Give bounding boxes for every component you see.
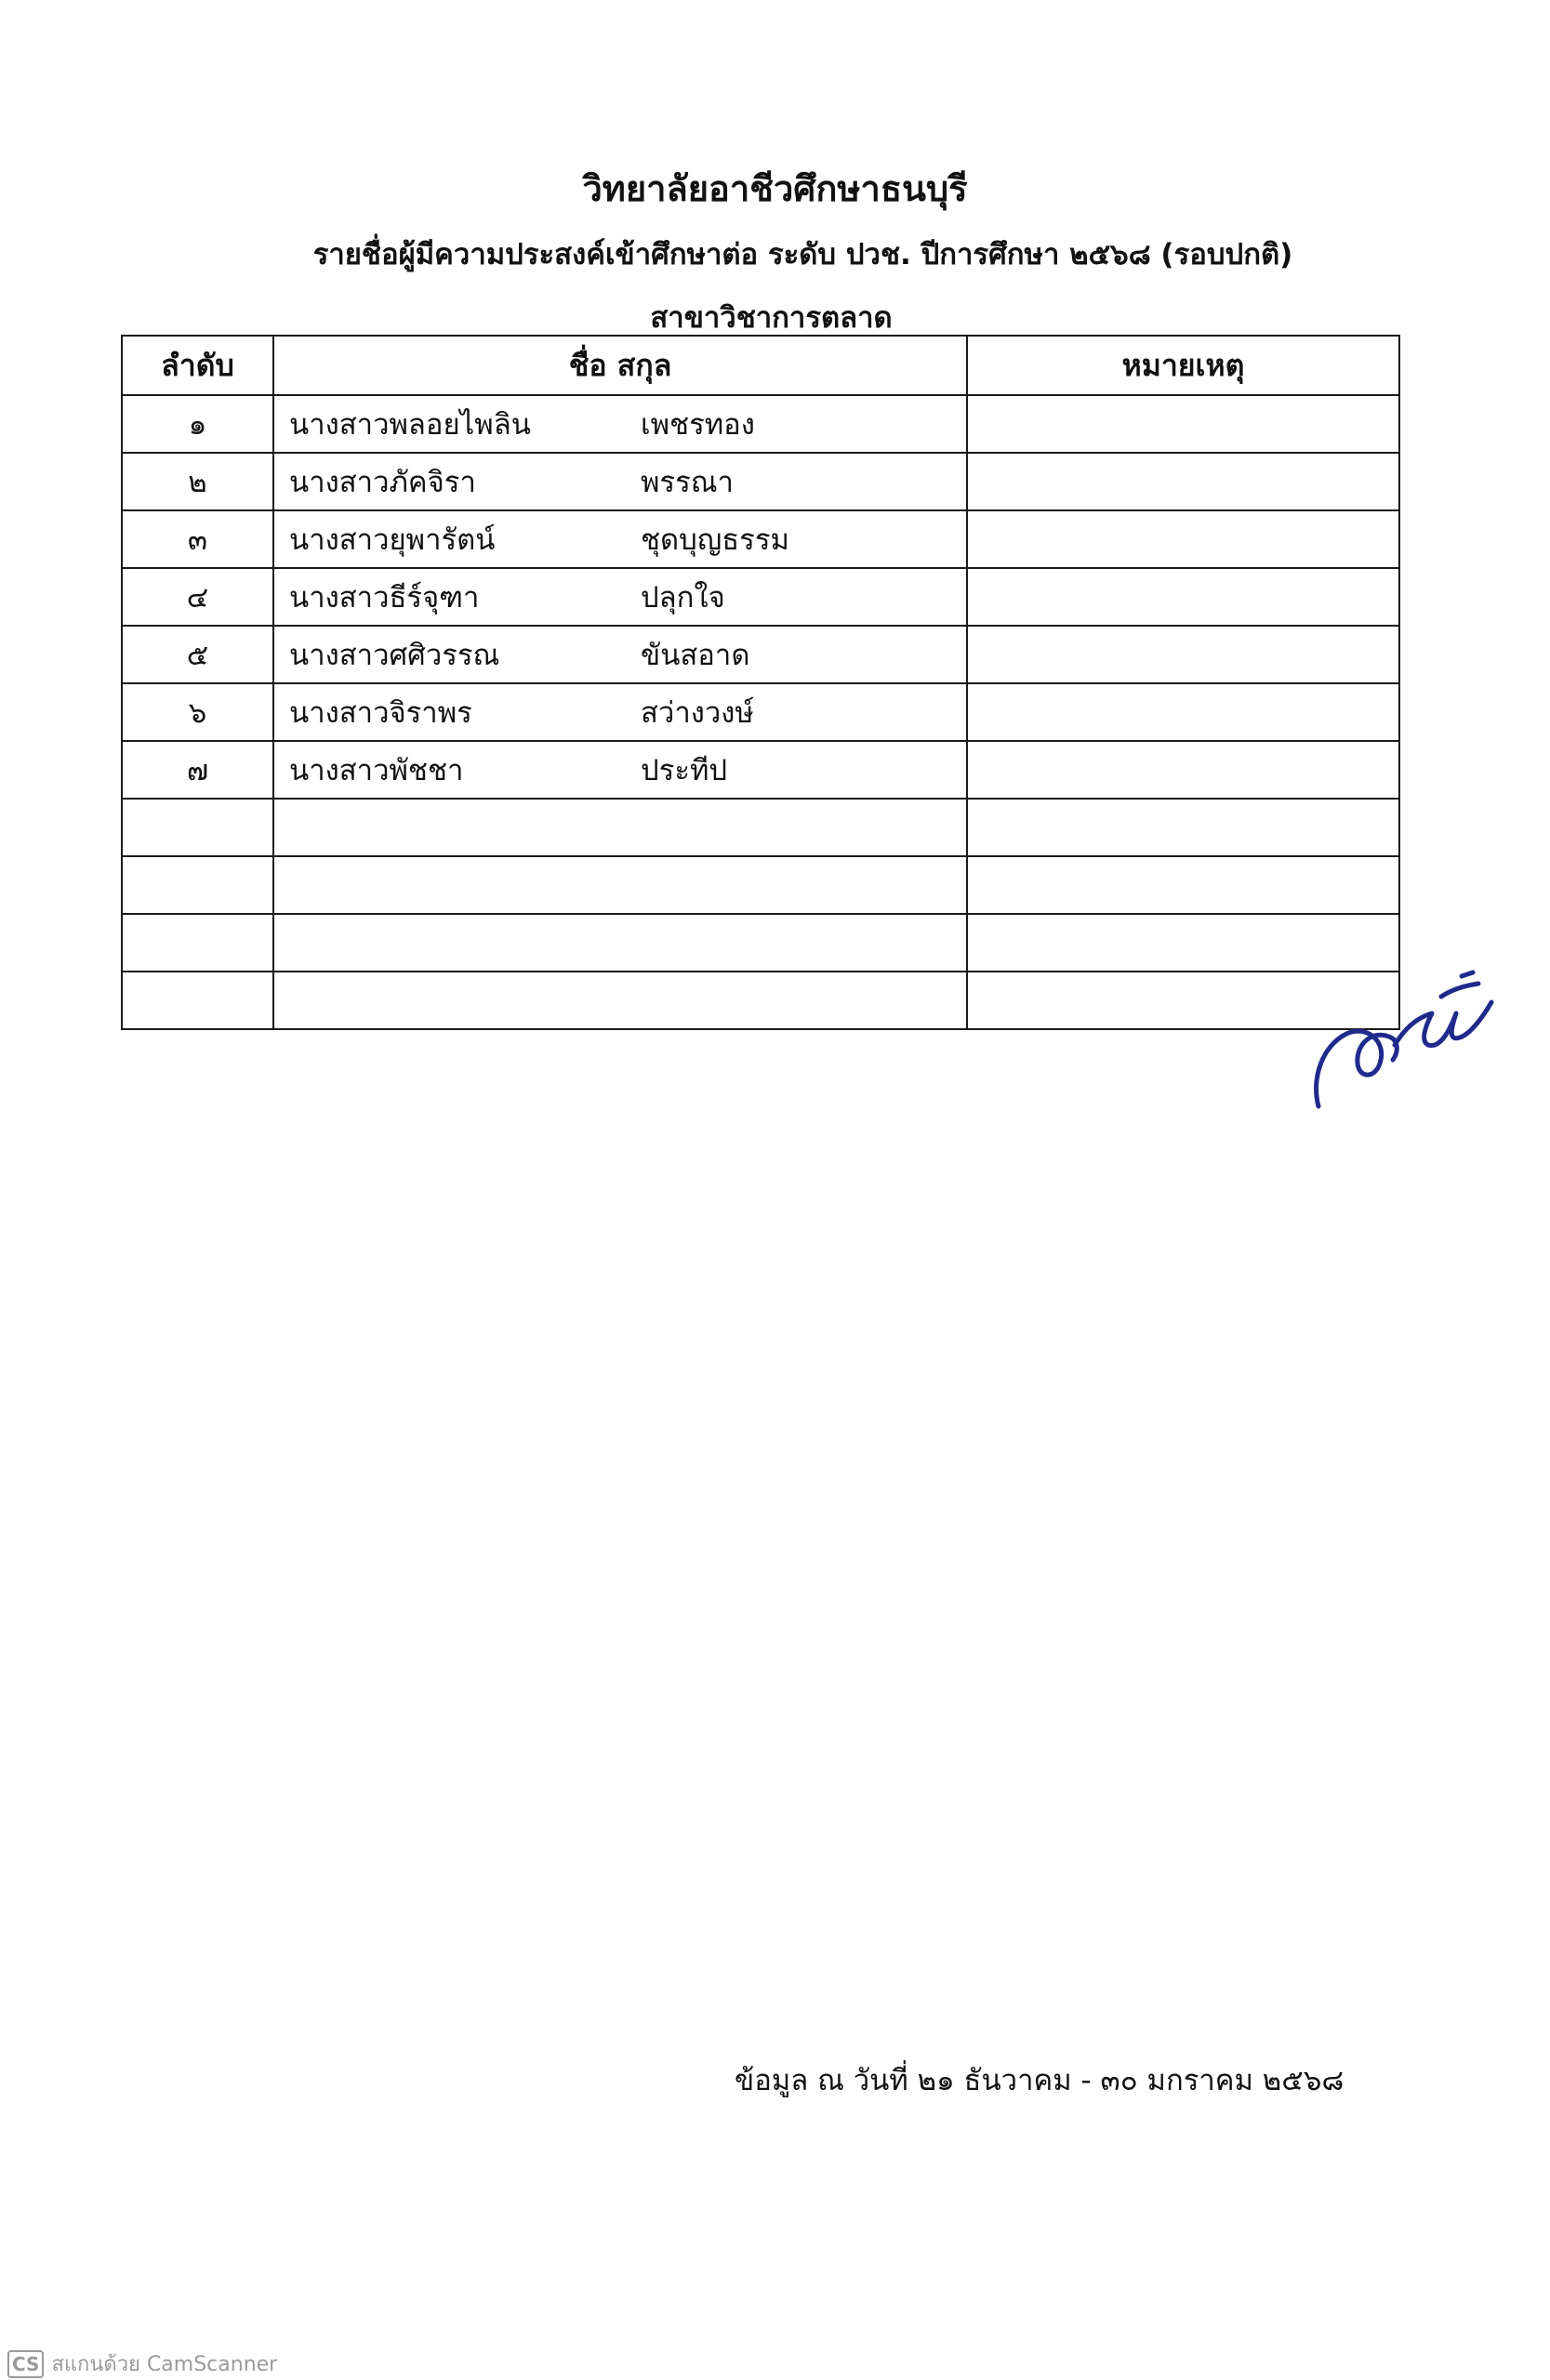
row-number: ๔ bbox=[122, 568, 273, 626]
row-note bbox=[967, 395, 1399, 453]
column-header-name: ชื่อ สกุล bbox=[273, 336, 967, 395]
first-name: นางสาวศศิวรรณ bbox=[289, 639, 500, 672]
row-note bbox=[967, 510, 1399, 568]
table-row bbox=[122, 568, 1399, 626]
last-name: พรรณา bbox=[641, 466, 734, 499]
row-number bbox=[122, 799, 273, 856]
table-header-row bbox=[122, 336, 1399, 395]
row-note bbox=[967, 741, 1399, 799]
row-name bbox=[273, 856, 967, 914]
table-row bbox=[122, 626, 1399, 683]
data-date-note: ข้อมูล ณ วันที่ ๒๑ ธันวาคม - ๓๐ มกราคม ๒๕๖๘ bbox=[735, 2064, 1345, 2097]
first-name: นางสาวภัคจิรา bbox=[289, 466, 476, 499]
table-row bbox=[122, 510, 1399, 568]
document-subtitle: รายชื่อผู้มีความประสงค์เข้าศึกษาต่อ ระดับ ปวช. ปีการศึกษา ๒๕๖๘ (รอบปกติ) bbox=[312, 238, 1293, 271]
first-name: นางสาวจิราพร bbox=[289, 696, 472, 730]
program-title: สาขาวิชาการตลาด bbox=[650, 301, 893, 335]
signature bbox=[1302, 948, 1506, 1116]
row-note bbox=[967, 453, 1399, 510]
row-number: ๗ bbox=[122, 741, 273, 799]
row-number bbox=[122, 914, 273, 972]
row-number bbox=[122, 856, 273, 914]
applicant-table bbox=[121, 335, 1400, 1030]
row-name bbox=[273, 799, 967, 856]
row-number: ๖ bbox=[122, 683, 273, 741]
row-name bbox=[273, 741, 967, 799]
last-name: ชุดบุญธรรม bbox=[641, 523, 789, 557]
row-number bbox=[122, 972, 273, 1029]
last-name: ขันสอาด bbox=[641, 639, 750, 672]
table-row bbox=[122, 856, 1399, 914]
first-name: นางสาวพลอยไพลิน bbox=[289, 408, 531, 442]
camscanner-logo-icon: CS bbox=[7, 2350, 44, 2378]
row-name bbox=[273, 395, 967, 453]
row-number: ๓ bbox=[122, 510, 273, 568]
table-row bbox=[122, 972, 1399, 1029]
table-row bbox=[122, 395, 1399, 453]
row-note bbox=[967, 626, 1399, 683]
column-header-note: หมายเหตุ bbox=[967, 336, 1399, 395]
first-name: นางสาวพัชชา bbox=[289, 754, 464, 787]
table-row bbox=[122, 799, 1399, 856]
row-note bbox=[967, 856, 1399, 914]
row-name bbox=[273, 510, 967, 568]
row-name bbox=[273, 626, 967, 683]
college-title: วิทยาลัยอาชีวศึกษาธนบุรี bbox=[582, 168, 968, 209]
row-number: ๑ bbox=[122, 395, 273, 453]
row-name bbox=[273, 453, 967, 510]
signature-stroke bbox=[1317, 972, 1491, 1106]
table-row bbox=[122, 453, 1399, 510]
row-note bbox=[967, 799, 1399, 856]
first-name: นางสาวยุพารัตน์ bbox=[289, 523, 496, 557]
table-row bbox=[122, 914, 1399, 972]
last-name: สว่างวงษ์ bbox=[641, 696, 754, 730]
table-row bbox=[122, 683, 1399, 741]
camscanner-watermark bbox=[7, 2347, 277, 2380]
camscanner-text: สแกนด้วย CamScanner bbox=[51, 2353, 278, 2376]
column-header-number: ลำดับ bbox=[122, 336, 273, 395]
row-name bbox=[273, 568, 967, 626]
row-number: ๕ bbox=[122, 626, 273, 683]
last-name: ประทีป bbox=[641, 754, 728, 787]
row-name bbox=[273, 683, 967, 741]
first-name: นางสาวธีร์จุฑา bbox=[289, 581, 480, 615]
row-name bbox=[273, 914, 967, 972]
row-number: ๒ bbox=[122, 453, 273, 510]
row-note bbox=[967, 568, 1399, 626]
row-name bbox=[273, 972, 967, 1029]
table-row bbox=[122, 741, 1399, 799]
last-name: เพชรทอง bbox=[641, 408, 755, 442]
last-name: ปลุกใจ bbox=[641, 581, 725, 615]
row-note bbox=[967, 683, 1399, 741]
